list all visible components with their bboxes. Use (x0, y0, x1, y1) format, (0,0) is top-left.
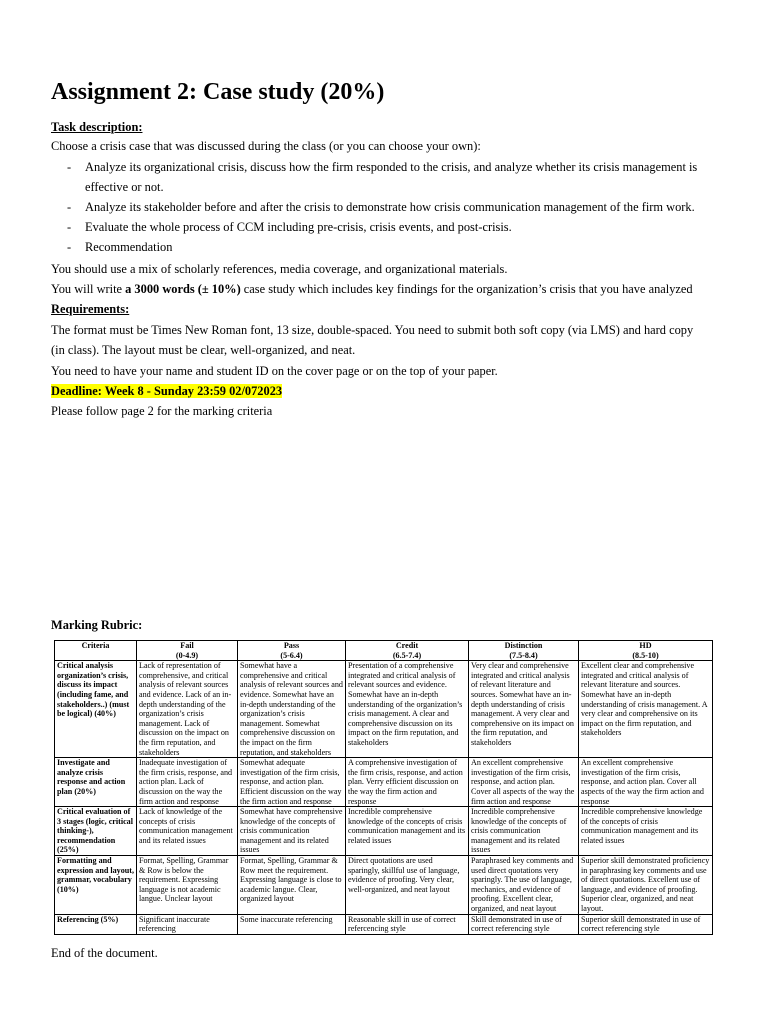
deadline-highlight: Deadline: Week 8 - Sunday 23:59 02/072023 (51, 384, 283, 398)
distinction-cell: Paraphrased key comments and used direct quotations very sparingly. The use of language, mechanics, and evidence of proofing. Excellent clear, organized, and neat layout (469, 856, 579, 915)
fail-cell: Lack of representation of comprehensive, and critical analysis of relevant sources and evidence. Lack of an in-depth understanding of the organization’s crisis management. Lack of discussion on the impact on the firm reputation, and stakeholders (137, 661, 238, 758)
distinction-cell: Incredible comprehensive knowledge of the concepts of crisis communication management and its related issues (469, 807, 579, 856)
pass-cell: Some inaccurate referencing (238, 914, 346, 934)
header-credit (346, 641, 469, 661)
distinction-cell: An excellent comprehensive investigation of the firm crisis, response, and action plan. Cover all aspects of the way the firm action and response (469, 758, 579, 807)
fail-cell: Inadequate investigation of the firm crisis, response, and action plan. Lack of discussion on the way the firm action and response (137, 758, 238, 807)
criteria-cell: Investigate and analyze crisis response and action plan (20%) (55, 758, 137, 807)
criteria-cell: Critical analysis organization’s crisis, discuss its impact (including fame, and stakeholders..) (must be logical) (40%) (55, 661, 137, 758)
pass-cell: Format, Spelling, Grammar & Row meet the requirement. Expressing language is close to academic langue. Clear, organized layout (238, 856, 346, 915)
pass-cell: Somewhat have comprehensive knowledge of the concepts of crisis communication management and its related issues (238, 807, 346, 856)
header-distinction (469, 641, 579, 661)
criteria-cell: Referencing (5%) (55, 914, 137, 934)
follow-line: Please follow page 2 for the marking criteria (51, 404, 273, 418)
header-name: HD (639, 641, 652, 650)
end-of-document: End of the document. (51, 946, 158, 960)
fail-cell: Lack of knowledge of the concepts of crisis communication management and its related issues (137, 807, 238, 856)
header-range: (6.5-7.4) (392, 650, 422, 660)
criteria-cell: Critical evaluation of 3 stages (logic, critical thinking-), recommendation (25%) (55, 807, 137, 856)
bullet-text: Evaluate the whole process of CCM including pre-crisis, crisis events, and post-crisis. (85, 220, 512, 234)
hd-cell: Superior skill demonstrated in use of correct referencing style (579, 914, 713, 934)
header-name: Criteria (81, 641, 110, 650)
words-post: case study which includes key findings for the organization’s crisis that you have analyzed (240, 282, 693, 296)
fail-cell: Format, Spelling, Grammar & Row is below the requirement. Expressing language is not academic langue. Unclear layout (137, 856, 238, 915)
header-name: Credit (395, 641, 419, 650)
header-name: Pass (283, 641, 300, 650)
marking-rubric-table (54, 640, 713, 935)
header-pass (238, 641, 346, 661)
header-criteria (55, 641, 137, 661)
bullet-text: Recommendation (85, 240, 173, 254)
mix-line: You should use a mix of scholarly references, media coverage, and organizational materials. (51, 262, 508, 276)
intro-text: Choose a crisis case that was discussed during the class (or you can choose your own): (51, 139, 481, 153)
bullet-text: Analyze its stakeholder before and after the crisis to demonstrate how crisis communication management of the firm work. (85, 200, 695, 214)
header-range: (8.5-10) (632, 650, 659, 660)
format-text: The format must be Times New Roman font, 13 size, double-spaced. You need to submit both soft copy (via LMS) and hard copy (in class). The layout must be clear, well-organized, and neat. (51, 323, 694, 357)
deadline-line (51, 381, 282, 401)
dash-marker: - (67, 220, 72, 234)
words-line (51, 279, 693, 299)
hd-cell: An excellent comprehensive investigation of the firm crisis, response, and action plan. Cover all aspects of the way the firm action and response (579, 758, 713, 807)
hd-cell: Excellent clear and comprehensive integrated and critical analysis of relevant literature and sources. Somewhat have an in-depth understanding of crisis management. A very clear and comprehensive on its impact on the firm reputation, and stakeholders (579, 661, 713, 758)
table-row (55, 661, 713, 758)
header-range: (7.5-8.4) (509, 650, 538, 660)
credit-cell: Reasonable skill in use of correct refercencing style (346, 914, 469, 934)
name-line: You need to have your name and student ID on the cover page or on the top of your paper. (51, 364, 498, 378)
criteria-cell: Formatting and expression and layout, grammar, vocabulary (10%) (55, 856, 137, 915)
hd-cell: Superior skill demonstrated proficiency in paraphrasing key comments and use of direct quotations. Excellent use of language, and evidence of proofing. Superior clear, organized, and neat layout. (579, 856, 713, 915)
header-range: (0-4.9) (175, 650, 199, 660)
rubric-title: Marking Rubric: (51, 618, 143, 632)
dash-marker: - (67, 240, 72, 254)
header-range: (5-6.4) (280, 650, 303, 660)
bullet-item (51, 157, 711, 197)
bullet-item (51, 217, 711, 237)
table-row (55, 758, 713, 807)
task-bullet-list (51, 157, 711, 257)
credit-cell: Incredible comprehensive knowledge of the concepts of crisis communication management and its related issues (346, 807, 469, 856)
header-fail (137, 641, 238, 661)
table-row (55, 856, 713, 915)
distinction-cell: Skill demonstrated in use of correct referencing style (469, 914, 579, 934)
credit-cell: Presentation of a comprehensive integrated and critical analysis of relevant sources and evidence. Somewhat have an in-depth understanding of the organization’s crisis management. A clear and comprehensive discussion on its impact on the firm reputation, and stakeholders (346, 661, 469, 758)
distinction-cell: Very clear and comprehensive integrated and critical analysis of relevant literature and sources. Somewhat have an in-depth understanding of crisis management. A very clear and comprehensive on its impact on the firm reputation, and stakeholders (469, 661, 579, 758)
credit-cell: A comprehensive investigation of the firm crisis, response, and action plan. Verry efficient discussion on the way the firm action and response (346, 758, 469, 807)
bullet-item (51, 197, 711, 217)
hd-cell: Incredible comprehensive knowledge of the concepts of crisis communication management and its related issues (579, 807, 713, 856)
fail-cell: Significant inaccurate referencing (137, 914, 238, 934)
header-name: Distinction (504, 641, 543, 650)
words-pre: You will write (51, 282, 126, 296)
word-count: a 3000 words (± 10%) (125, 282, 241, 296)
page-title: Assignment 2: Case study (20%) (51, 79, 385, 105)
header-name: Fail (180, 641, 194, 650)
bullet-item (51, 237, 711, 257)
pass-cell: Somewhat adequate investigation of the firm crisis, response, and action plan. Efficient discussion on the way the firm action and response (238, 758, 346, 807)
requirements-heading: Requirements: (51, 302, 130, 316)
pass-cell: Somewhat have a comprehensive and critical analysis of relevant sources and evidence. Somewhat have an in-depth understanding of the organization’s crisis management. Somewhat comprehensive discussion on the impact on the firm reputation, and stakeholders (238, 661, 346, 758)
task-heading: Task description: (51, 120, 143, 134)
table-row (55, 914, 713, 934)
header-hd (579, 641, 713, 661)
rubric-header-row (55, 641, 713, 661)
table-row (55, 807, 713, 856)
dash-marker: - (67, 200, 72, 214)
dash-marker: - (67, 160, 72, 174)
credit-cell: Direct quotations are used sparingly, skillful use of language, evidence of proofing. Very clear, well-organized, and neat layout (346, 856, 469, 915)
bullet-text: Analyze its organizational crisis, discuss how the firm responded to the crisis, and analyze whether its crisis management is effective or not. (85, 160, 698, 194)
